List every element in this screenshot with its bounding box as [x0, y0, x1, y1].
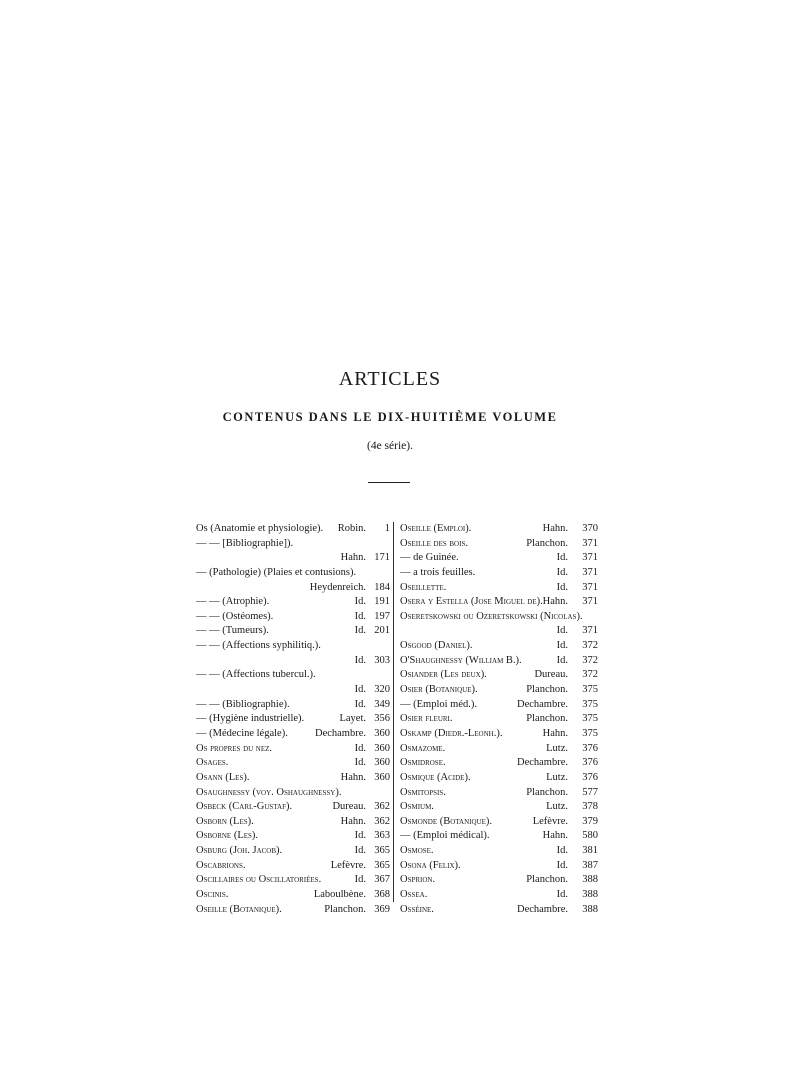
entry-author: Hahn.: [542, 596, 568, 608]
entry-page: 371: [582, 581, 598, 593]
entry-term: Osmose.: [400, 845, 434, 857]
entry-term: — (Hygiène industrielle).: [196, 713, 305, 725]
index-entry: [400, 522, 598, 537]
entry-page: 388: [582, 903, 598, 915]
index-entry: [196, 712, 390, 727]
index-entry: [196, 595, 390, 610]
entry-page: 367: [374, 874, 390, 886]
entry-term: Osann (Les).: [196, 771, 250, 783]
entry-author: Id.: [556, 654, 568, 666]
index-entry: [196, 683, 390, 698]
index-entry: [196, 581, 390, 596]
index-entry: [400, 859, 598, 874]
entry-page: 375: [582, 713, 598, 725]
entry-page: 184: [374, 581, 390, 593]
entry-author: Lefèvre.: [330, 859, 366, 871]
entry-page: 1: [384, 523, 390, 534]
entry-page: 363: [374, 830, 390, 842]
entry-page: 375: [582, 698, 598, 710]
page-title: ARTICLES: [338, 368, 442, 390]
entry-page: 191: [374, 596, 390, 608]
index-entry: [196, 873, 390, 888]
entry-author: Id.: [556, 859, 568, 871]
entry-page: 376: [582, 757, 598, 769]
entry-page: 201: [374, 625, 390, 637]
entry-page: 381: [582, 845, 598, 857]
entry-page: 360: [374, 727, 390, 739]
entry-author: Id.: [556, 625, 568, 637]
entry-author: Id.: [354, 596, 366, 608]
entry-term: Oscinis.: [196, 889, 229, 901]
entry-term: — — (Affections syphilitiq.).: [196, 640, 321, 652]
index-entry: [400, 581, 598, 596]
entry-page: 349: [374, 698, 390, 710]
entry-page: 372: [582, 640, 598, 652]
index-entry: [400, 639, 598, 654]
entry-term: Oscillaires ou Oscillatoriées.: [196, 874, 322, 886]
entry-author: Id.: [354, 742, 366, 754]
entry-author: Dureau.: [534, 669, 568, 681]
entry-page: 171: [374, 552, 390, 564]
index-entry: [196, 639, 390, 654]
index-entry: [196, 727, 390, 742]
entry-term: Os (Anatomie et physiologie).: [196, 523, 324, 534]
entry-page: 388: [582, 874, 598, 886]
index-entry: [400, 829, 598, 844]
entry-term: Osiander (Les deux).: [400, 669, 487, 681]
entry-author: Heydenreich.: [309, 581, 366, 593]
entry-author: Id.: [354, 830, 366, 842]
entry-term: Oseille (Botanique).: [196, 903, 282, 915]
entry-term: — a trois feuilles.: [400, 566, 476, 578]
index-entry: [400, 654, 598, 669]
index-entry: [196, 844, 390, 859]
entry-author: Dechambre.: [314, 727, 366, 739]
entry-page: 303: [374, 654, 390, 666]
entry-term: — — (Bibliographie).: [196, 698, 290, 710]
entry-page: 388: [582, 889, 598, 901]
entry-page: 370: [582, 523, 598, 534]
index-entry: [196, 829, 390, 844]
entry-author: Hahn.: [340, 552, 366, 564]
entry-author: Lefèvre.: [532, 815, 568, 827]
entry-page: 197: [374, 610, 390, 622]
entry-term: Oseille (Emploi).: [400, 523, 472, 534]
entry-term: Oseille des bois.: [400, 537, 468, 549]
entry-term: Oskamp (Diedr.-Leonh.).: [400, 727, 503, 739]
entry-author: Planchon.: [526, 537, 568, 549]
entry-page: 376: [582, 771, 598, 783]
entry-term: — — (Atrophie).: [196, 596, 270, 608]
entry-author: Layet.: [339, 713, 366, 725]
entry-author: Hahn.: [542, 727, 568, 739]
entry-term: Osier (Botanique).: [400, 684, 478, 696]
entry-term: — — (Ostéomes).: [196, 610, 274, 622]
entry-author: Planchon.: [324, 903, 366, 915]
index-entry: [196, 800, 390, 815]
index-entry: [196, 815, 390, 830]
entry-term: Oscabrions.: [196, 859, 246, 871]
entry-author: Id.: [556, 581, 568, 593]
index-entry: [196, 624, 390, 639]
entry-page: 379: [582, 815, 598, 827]
entry-author: Hahn.: [340, 771, 366, 783]
index-entry: [400, 771, 598, 786]
entry-term: Os propres du nez.: [196, 742, 273, 754]
index-entry: [400, 595, 598, 610]
entry-term: Osmitopsis.: [400, 786, 446, 798]
entry-page: 577: [582, 786, 598, 798]
index-entry: [400, 888, 598, 903]
entry-term: Oseillette.: [400, 581, 447, 593]
entry-term: Osaughnessy (voy. Oshaughnessy).: [196, 786, 342, 798]
entry-author: Id.: [556, 845, 568, 857]
index-entry: [400, 742, 598, 757]
index-entry: [196, 786, 390, 801]
entry-term: Osmique (Acide).: [400, 771, 471, 783]
index-entry: [400, 800, 598, 815]
entry-author: Id.: [354, 654, 366, 666]
index-entry: [400, 537, 598, 552]
entry-term: — de Guinée.: [400, 552, 459, 564]
entry-term: Osborne (Les).: [196, 830, 259, 842]
entry-author: Id.: [354, 610, 366, 622]
index-entry: [196, 610, 390, 625]
entry-page: 372: [582, 654, 598, 666]
entry-term: Osmazome.: [400, 742, 446, 754]
index-entry: [400, 610, 598, 625]
index-entry: [196, 551, 390, 566]
index-entry: [196, 742, 390, 757]
entry-author: Robin.: [337, 523, 366, 534]
index-entry: [196, 859, 390, 874]
index-entry: [400, 683, 598, 698]
index-entry: [400, 668, 598, 683]
entry-page: 360: [374, 757, 390, 769]
entry-author: Dureau.: [332, 801, 366, 813]
entry-page: 368: [374, 889, 390, 901]
entry-term: Osbeck (Carl-Gustaf).: [196, 801, 293, 813]
index-entry: [196, 903, 390, 918]
index-entry: [400, 698, 598, 713]
entry-author: Id.: [354, 757, 366, 769]
entry-term: — (Pathologie) (Plaies et contusions).: [196, 566, 357, 578]
entry-term: Osages.: [196, 757, 229, 769]
entry-term: O'Shaughnessy (William B.).: [400, 654, 522, 666]
entry-term: — (Emploi méd.).: [400, 698, 477, 710]
index-entry: [196, 756, 390, 771]
entry-author: Id.: [556, 566, 568, 578]
entry-page: 580: [582, 830, 598, 842]
entry-term: Osborn (Les).: [196, 815, 254, 827]
index-entry: [400, 815, 598, 830]
entry-author: Dechambre.: [516, 757, 568, 769]
index-entry: [400, 727, 598, 742]
entry-page: 371: [582, 625, 598, 637]
index-entry: [196, 698, 390, 713]
entry-term: Oseretskowski ou Ozeretskowski (Nicolas).: [400, 610, 583, 622]
entry-author: Planchon.: [526, 684, 568, 696]
entry-author: Id.: [354, 684, 366, 696]
entry-author: Id.: [354, 625, 366, 637]
entry-page: 369: [374, 903, 390, 915]
entry-author: Dechambre.: [516, 903, 568, 915]
index-entry: [196, 566, 390, 581]
entry-term: — — (Affections tubercul.).: [196, 669, 316, 681]
entry-page: 365: [374, 859, 390, 871]
entry-term: Osprion.: [400, 874, 436, 886]
entry-author: Dechambre.: [516, 698, 568, 710]
series-label: (4e série).: [367, 440, 413, 452]
entry-term: Osburg (Joh. Jacob).: [196, 845, 283, 857]
entry-page: 375: [582, 727, 598, 739]
index-entry: [400, 566, 598, 581]
entry-author: Id.: [556, 640, 568, 652]
index-entry: [400, 786, 598, 801]
entry-term: — — [Bibliographie]).: [196, 537, 294, 549]
entry-page: 356: [374, 713, 390, 725]
entry-author: Planchon.: [526, 713, 568, 725]
column-divider: [393, 522, 394, 902]
entry-page: 376: [582, 742, 598, 754]
entry-term: Osona (Felix).: [400, 859, 461, 871]
page-subtitle: CONTENUS DANS LE DIX-HUITIÈME VOLUME: [222, 410, 558, 424]
entry-page: 360: [374, 742, 390, 754]
entry-term: — (Médecine légale).: [196, 727, 288, 739]
entry-term: Osmium.: [400, 801, 434, 813]
index-entry: [400, 903, 598, 918]
entry-author: Laboulbène.: [313, 889, 366, 901]
index-entry: [196, 668, 390, 683]
entry-term: Osmidrose.: [400, 757, 446, 769]
entry-page: 375: [582, 684, 598, 696]
entry-page: 362: [374, 801, 390, 813]
right-column: [400, 522, 598, 917]
entry-author: Hahn.: [340, 815, 366, 827]
index-entry: [196, 771, 390, 786]
entry-page: 360: [374, 771, 390, 783]
entry-author: Id.: [354, 698, 366, 710]
entry-term: Osera y Estella (Jose Miguel de).: [400, 596, 543, 608]
entry-page: 320: [374, 684, 390, 696]
title-rule: [368, 482, 410, 483]
entry-term: Osier fleuri.: [400, 713, 453, 725]
index-entry: [196, 888, 390, 903]
entry-page: 378: [582, 801, 598, 813]
index-entry: [400, 873, 598, 888]
entry-author: Id.: [556, 889, 568, 901]
index-entry: [400, 756, 598, 771]
entry-page: 362: [374, 815, 390, 827]
entry-term: Osgood (Daniel).: [400, 640, 473, 652]
entry-term: Osmonde (Botanique).: [400, 815, 492, 827]
entry-author: Planchon.: [526, 874, 568, 886]
entry-page: 371: [582, 596, 598, 608]
entry-author: Lutz.: [546, 771, 568, 783]
entry-term: Osséine.: [400, 903, 434, 915]
entry-page: 371: [582, 566, 598, 578]
entry-author: Hahn.: [542, 523, 568, 534]
entry-page: 372: [582, 669, 598, 681]
index-entry: [400, 712, 598, 727]
entry-page: 371: [582, 537, 598, 549]
entry-page: 371: [582, 552, 598, 564]
entry-term: — — (Tumeurs).: [196, 625, 269, 637]
entry-author: Lutz.: [546, 742, 568, 754]
entry-term: Ossea.: [400, 889, 428, 901]
index-entry: [196, 654, 390, 669]
entry-term: — (Emploi médical).: [400, 830, 490, 842]
entry-author: Id.: [354, 874, 366, 886]
index-entry: [400, 551, 598, 566]
left-column: [196, 522, 390, 917]
entry-author: Id.: [556, 552, 568, 564]
index-entry: [196, 522, 390, 537]
entry-author: Lutz.: [546, 801, 568, 813]
index-entry: [400, 624, 598, 639]
entry-page: 365: [374, 845, 390, 857]
entry-author: Planchon.: [526, 786, 568, 798]
entry-page: 387: [582, 859, 598, 871]
entry-author: Id.: [354, 845, 366, 857]
entry-author: Hahn.: [542, 830, 568, 842]
index-entry: [400, 844, 598, 859]
index-entry: [196, 537, 390, 552]
